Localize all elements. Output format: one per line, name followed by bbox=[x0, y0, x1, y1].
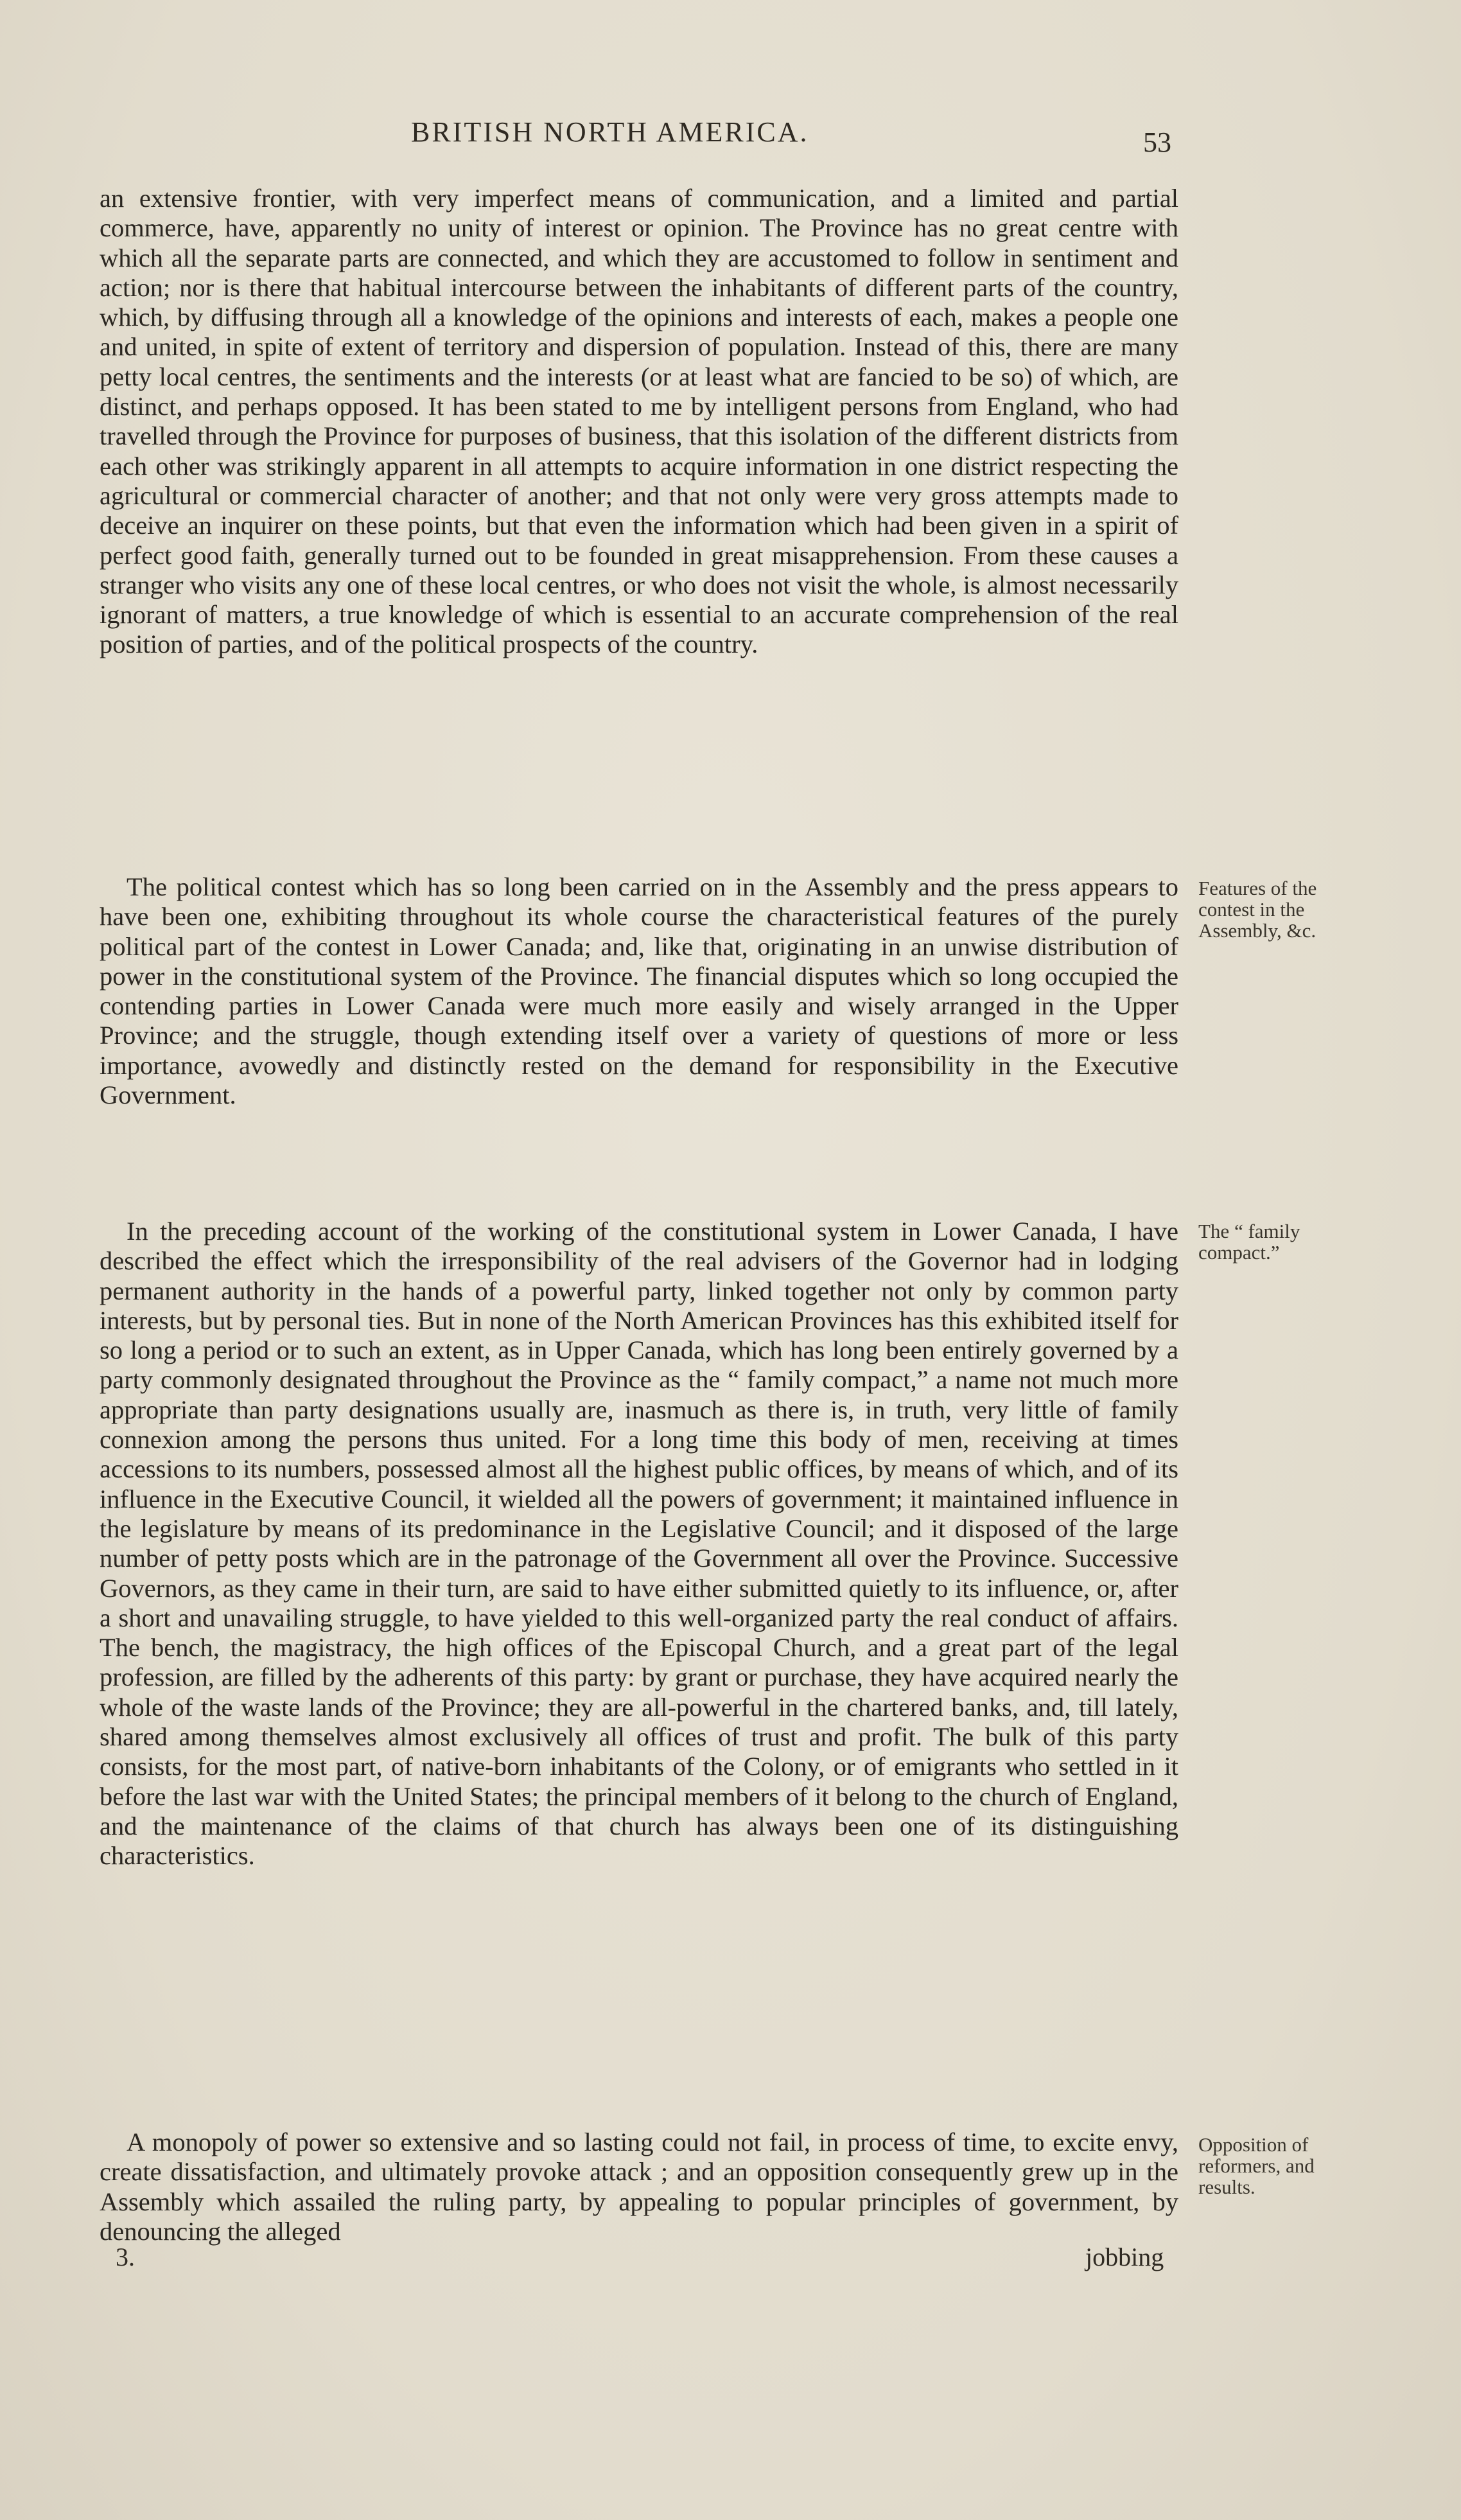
running-head: BRITISH NORTH AMERICA. bbox=[411, 116, 809, 148]
body-paragraph: The political contest which has so long been carried on in the Assembly and the press appears to have been one, exhibiting throughout its whole course the characteristical features of the purely political part of the contest in Lower Canada; and, like that, originating in an unwise distribution of power in the constitutional system of the Province. The financial disputes which so long occupied the contending parties in Lower Canada were much more easily and wisely arranged in the Upper Province; and the struggle, though extending itself over a variety of questions of more or less importance, avowedly and distinctly rested on the demand for responsibility in the Executive Government. bbox=[100, 872, 1178, 1110]
marginal-note: Features of the contest in the Assembly, &c. bbox=[1198, 877, 1317, 942]
catchword: jobbing bbox=[1085, 2242, 1164, 2271]
body-paragraph: A monopoly of power so extensive and so lasting could not fail, in process of time, to excite envy, create dissatisfaction, and ultimately provoke attack ; and an opposition consequently grew up in the Assembly which assailed the ruling party, by appealing to popular principles of government, by denouncing the alleged bbox=[100, 2128, 1178, 2246]
body-paragraph: In the preceding account of the working of the constitutional system in Lower Canada, I have described the effect which the irresponsibility of the real advisers of the Governor had in lodging permanent authority in the hands of a powerful party, linked together not only by common party interests, but by personal ties. But in none of the North American Provinces has this exhibited itself for so long a period or to such an extent, as in Upper Canada, which has long been entirely governed by a party commonly designated throughout the Province as the “ family compact,” a name not much more appropriate than party designations usually are, inasmuch as there is, in truth, very little of family connexion among the persons thus united. For a long time this body of men, receiving at times accessions to its numbers, possessed almost all the highest public offices, by means of which, and of its influence in the Executive Council, it wielded all the powers of government; it maintained influence in the legislature by means of its predominance in the Legislative Council; and it disposed of the large number of petty posts which are in the patronage of the Government all over the Province. Successive Governors, as they came in their turn, are said to have either submitted quietly to its influence, or, after a short and unavailing struggle, to have yielded to this well-organized party the real conduct of affairs. The bench, the magistracy, the high offices of the Episcopal Church, and a great part of the legal profession, are filled by the adherents of this party: by grant or purchase, they have acquired nearly the whole of the waste lands of the Province; they are all-powerful in the chartered banks, and, till lately, shared among themselves almost exclusively all offices of trust and profit. The bulk of this party consists, for the most part, of native-born inhabitants of the Colony, or of emigrants who settled in it before the last war with the United States; the principal members of it belong to the church of England, and the maintenance of the claims of that church has always been one of its distinguishing characteristics. bbox=[100, 1217, 1178, 1871]
body-paragraph: an extensive frontier, with very imperfect means of communication, and a limited and partial commerce, have, apparently no unity of interest or opinion. The Province has no great centre with which all the separate parts are connected, and which they are accustomed to follow in sentiment and action; nor is there that habitual intercourse between the inhabitants of different parts of the country, which, by diffusing through all a knowledge of the opinions and interests of each, makes a people one and united, in spite of extent of territory and dispersion of population. Instead of this, there are many petty local centres, the sentiments and the interests (or at least what are fancied to be so) of which, are distinct, and perhaps opposed. It has been stated to me by intelligent persons from England, who had travelled through the Province for purposes of business, that this isolation of the different districts from each other was strikingly apparent in all attempts to acquire information in one district respecting the agricultural or commercial character of another; and that not only were very gross attempts made to deceive an inquirer on these points, but that even the information which had been given in a spirit of perfect good faith, generally turned out to be founded in great misapprehension. From these causes a stranger who visits any one of these local centres, or who does not visit the whole, is almost necessarily ignorant of matters, a true knowledge of which is essential to an accurate comprehension of the real position of parties, and of the political prospects of the country. bbox=[100, 184, 1178, 659]
marginal-note: The “ family compact.” bbox=[1198, 1220, 1300, 1264]
marginal-note: Opposition of reformers, and results. bbox=[1198, 2133, 1315, 2198]
signature-mark: 3. bbox=[116, 2242, 135, 2271]
page-number: 53 bbox=[1143, 127, 1171, 158]
